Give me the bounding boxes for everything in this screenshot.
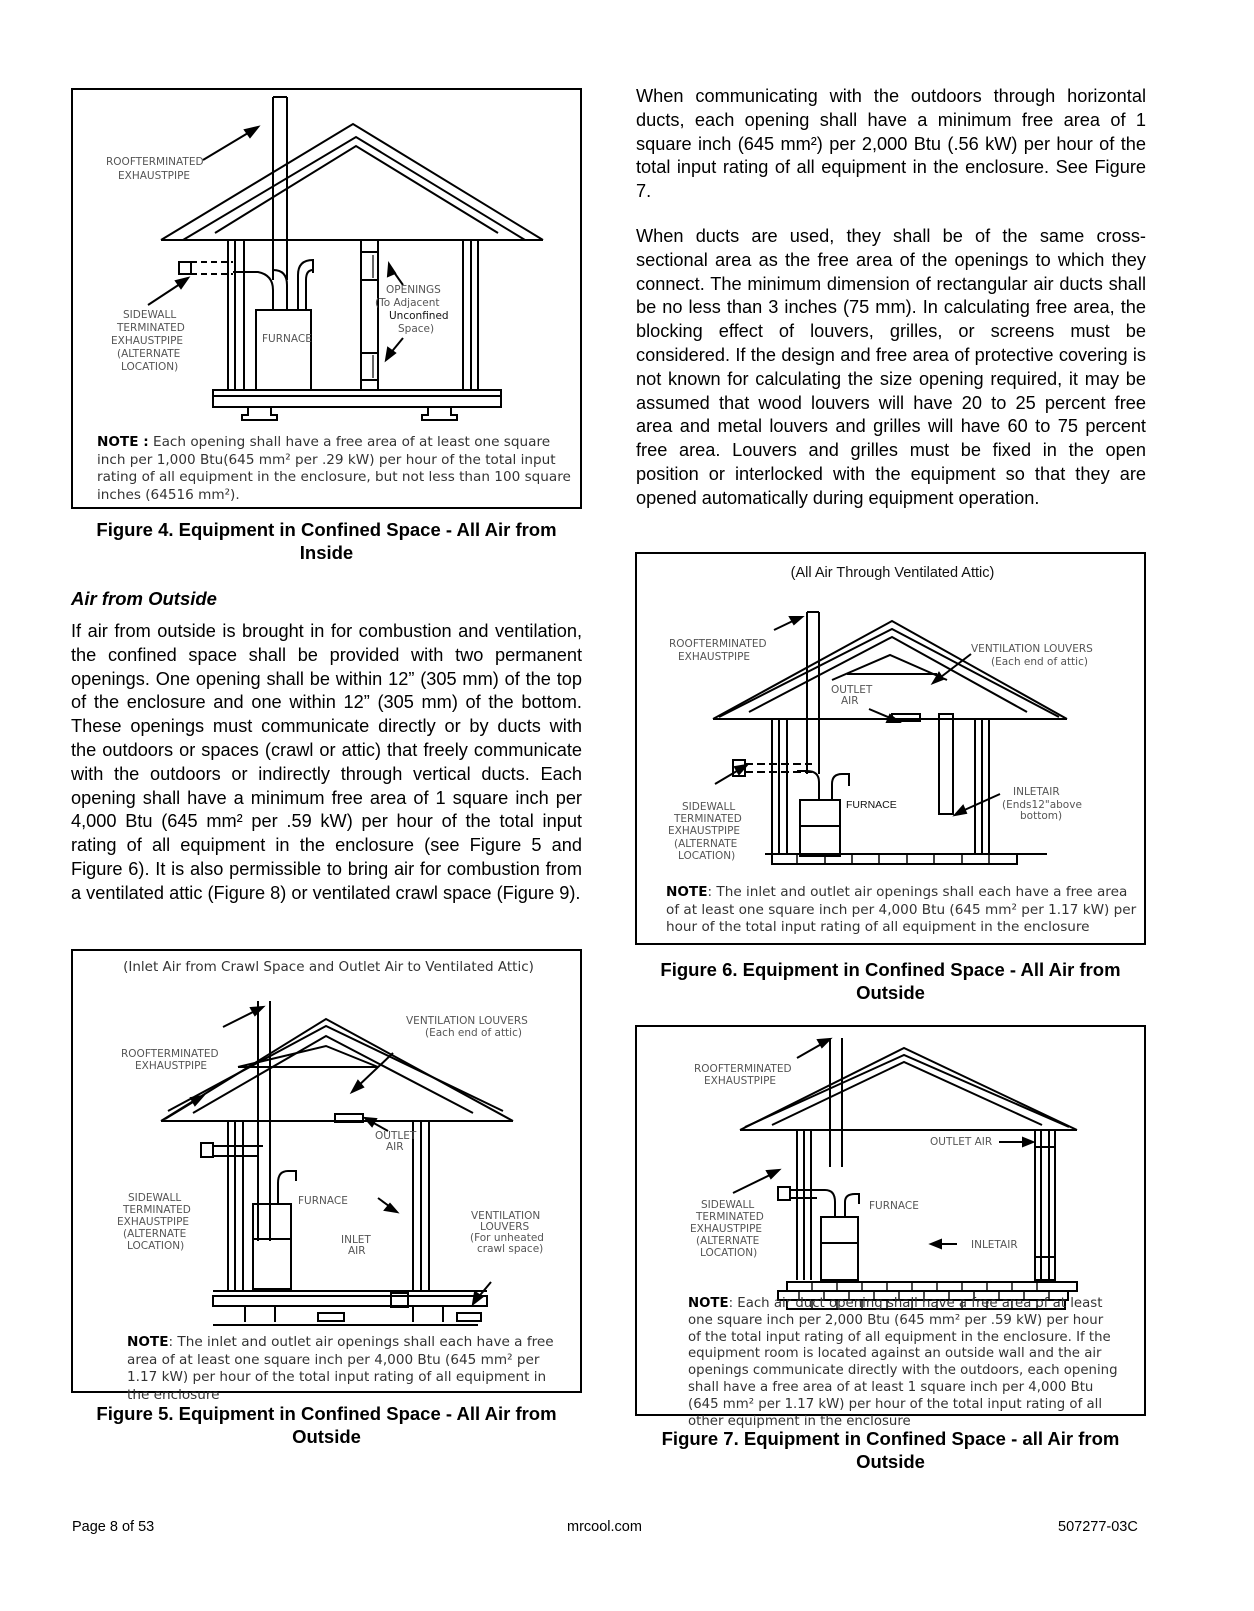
inlet-air-label: INLET bbox=[341, 1234, 371, 1246]
figure-7-caption-line2: Outside bbox=[856, 1451, 925, 1472]
inlet-air-label-2: AIR bbox=[348, 1245, 366, 1257]
sidewall-label-5: LOCATION) bbox=[678, 850, 736, 862]
note-text: : The inlet and outlet air openings shall each have a free area of at least one square inch per 4,000 Btu (645 mm² per 1.17 kW) per hour of the total input rating of all equipment in the enclosure bbox=[666, 884, 1137, 935]
figure-6-note bbox=[666, 884, 1141, 937]
sidewall-label-2: TERMINATED bbox=[117, 322, 185, 334]
inlet-air-label: INLETAIR bbox=[1013, 786, 1060, 798]
note-text: : The inlet and outlet air openings shall each have a free area of at least one square inch per 4,000 Btu (645 mm² per 1.17 kW) per hour of the total input rating of all equipment in the enclosure bbox=[127, 1334, 554, 1403]
sidewall-label-2: TERMINATED bbox=[123, 1204, 191, 1216]
sidewall-label-1: SIDEWALL bbox=[701, 1199, 755, 1211]
figure-4-note bbox=[97, 434, 572, 504]
sidewall-label-5: LOCATION) bbox=[121, 361, 179, 373]
figure-6-caption-line1: Figure 6. Equipment in Confined Space - All Air from bbox=[660, 959, 1121, 980]
openings-label-4: Space) bbox=[398, 323, 435, 335]
vent-louvers-label: VENTILATION LOUVERS bbox=[971, 643, 1093, 655]
roof-exhaust-label-2: EXHAUSTPIPE bbox=[678, 651, 751, 663]
figure-6-subtitle: (All Air Through Ventilated Attic) bbox=[790, 565, 995, 581]
furnace-label: FURNACE bbox=[298, 1195, 348, 1207]
roof-exhaust-label-2: EXHAUSTPIPE bbox=[704, 1075, 777, 1087]
figure-7-caption bbox=[635, 1427, 1146, 1473]
figure-5-box bbox=[71, 949, 582, 1403]
footer-page-number: Page 8 of 53 bbox=[72, 1519, 155, 1535]
roof-exhaust-label: ROOFTERMINATED bbox=[694, 1063, 792, 1075]
outlet-air-label: OUTLET bbox=[375, 1130, 417, 1142]
roof-exhaust-label-2: EXHAUSTPIPE bbox=[135, 1060, 208, 1072]
inlet-air-label-2: (Ends12"above bbox=[1002, 799, 1082, 811]
figure-7-note bbox=[688, 1296, 1118, 1430]
vent-louvers-label-2: (Each end of attic) bbox=[425, 1027, 522, 1039]
furnace-label: FURNACE bbox=[869, 1200, 919, 1212]
roof-exhaust-label: ROOFTERMINATED bbox=[669, 638, 767, 650]
crawl-louvers-label-4: crawl space) bbox=[477, 1243, 544, 1255]
figure-5-caption bbox=[71, 1402, 582, 1448]
roof-exhaust-label-2: EXHAUSTPIPE bbox=[118, 170, 191, 182]
figure-6-caption-line2: Outside bbox=[856, 982, 925, 1003]
sidewall-label-3: EXHAUSTPIPE bbox=[111, 335, 184, 347]
openings-label-1: OPENINGS bbox=[386, 284, 441, 296]
roof-exhaust-label: ROOFTERMINATED bbox=[121, 1048, 219, 1060]
footer-website: mrcool.com bbox=[567, 1519, 642, 1535]
outlet-air-label: OUTLET AIR bbox=[930, 1136, 993, 1148]
openings-label-3: Unconfined bbox=[389, 310, 449, 322]
figure-4-caption bbox=[71, 518, 582, 564]
sidewall-label-3: EXHAUSTPIPE bbox=[117, 1216, 190, 1228]
outlet-air-label-2: AIR bbox=[386, 1141, 404, 1153]
note-text: Each opening shall have a free area of at least one square inch per 1,000 Btu(645 mm² per .29 kW) per hour of the total input rating of all equipment in the enclosure, but not less than 100 square inches (64516 mm²). bbox=[97, 434, 571, 503]
sidewall-label-4: (ALTERNATE bbox=[674, 838, 738, 850]
figure-5-subtitle: (Inlet Air from Crawl Space and Outlet Air to Ventilated Attic) bbox=[123, 959, 534, 975]
sidewall-label-1: SIDEWALL bbox=[123, 309, 177, 321]
figure-5-caption-line1: Figure 5. Equipment in Confined Space - All Air from bbox=[96, 1403, 557, 1424]
note-label: NOTE bbox=[666, 884, 708, 900]
inlet-air-label: INLETAIR bbox=[971, 1239, 1018, 1251]
openings-label-2: (To Adjacent bbox=[375, 297, 440, 309]
section-heading-air-from-outside: Air from Outside bbox=[71, 588, 217, 609]
figure-4-box bbox=[71, 88, 582, 509]
figure-6-box bbox=[635, 552, 1146, 945]
sidewall-label-1: SIDEWALL bbox=[682, 801, 736, 813]
furnace-label: FURNACE bbox=[262, 333, 312, 345]
vent-louvers-label-2: (Each end of attic) bbox=[991, 656, 1088, 668]
crawl-louvers-label-3: (For unheated bbox=[470, 1232, 544, 1244]
crawl-louvers-label: VENTILATION bbox=[471, 1210, 541, 1222]
note-label: NOTE bbox=[688, 1296, 729, 1311]
roof-exhaust-label: ROOFTERMINATED bbox=[106, 156, 204, 168]
figure-5-diagram bbox=[73, 951, 584, 1395]
crawl-louvers-label-2: LOUVERS bbox=[480, 1221, 530, 1233]
sidewall-label-4: (ALTERNATE bbox=[117, 348, 181, 360]
figure-4-caption-line1: Figure 4. Equipment in Confined Space - All Air from bbox=[96, 519, 557, 540]
sidewall-label-5: LOCATION) bbox=[700, 1247, 758, 1259]
figure-7-box bbox=[635, 1025, 1146, 1429]
sidewall-label-3: EXHAUSTPIPE bbox=[690, 1223, 763, 1235]
figure-6-caption bbox=[635, 958, 1146, 1004]
outlet-air-label-2: AIR bbox=[841, 695, 859, 707]
figure-4-caption-line2: Inside bbox=[299, 542, 354, 563]
note-label: NOTE bbox=[127, 1334, 169, 1350]
sidewall-label-1: SIDEWALL bbox=[128, 1192, 182, 1204]
figure-5-caption-line2: Outside bbox=[292, 1426, 361, 1447]
sidewall-label-2: TERMINATED bbox=[674, 813, 742, 825]
air-from-outside-paragraph: If air from outside is brought in for combustion and ventilation, the confined space shall be provided with two permanent openings. One opening shall be within 12” (305 mm) of the top of the enclosure and one within 12” (305 mm) of the bottom. These openings must communicate directly or by ducts with the outdoors or spaces (crawl or attic) that freely communicate with the outdoors or indirectly through vertical ducts. Each opening shall have a minimum free area of 1 square inch per 4,000 Btu (645 mm² per .59 kW) per hour of the total input rating of all equipment in the enclosure (see Figure 5 and Figure 6). It is also permissible to bring air for combustion from a ventilated attic (Figure 8) or ventilated crawl space (Figure 9). bbox=[71, 621, 582, 903]
note-text: : Each air duct opening shall have a free area of at least one square inch per 2,000 Btu (645 mm² per .59 kW) per hour of the total input rating of all equipment in the enclosure. If the equipment room is located against an outside wall and the air openings communicate directly with the outdoors, each opening shall have a free area of at least 1 square inch per 4,000 Btu (645 mm² per 1.17 kW) per hour of the total input rating of all other equipment in the enclosure bbox=[688, 1296, 1118, 1429]
figure-7-caption-line1: Figure 7. Equipment in Confined Space - all Air from bbox=[661, 1428, 1120, 1449]
ducts-used-paragraph: When ducts are used, they shall be of the same cross-sectional area as the free area of the openings to which they connect. The minimum dimension of rectangular air ducts shall be no less than 3 inches (75 mm). In calculating free area, the blocking effect of louvers, grilles, or screens must be considered. If the design and free area of protective covering is not known for calculating the size opening required, it may be assumed that wood louvers will have 20 to 25 percent free area and metal louvers and grilles will have 60 to 75 percent free area. Louvers and grilles must be fixed in the open position or interlocked with the equipment so that they are opened automatically during equipment operation. bbox=[636, 226, 1146, 508]
sidewall-label-5: LOCATION) bbox=[127, 1240, 185, 1252]
figure-5-note bbox=[127, 1334, 567, 1404]
sidewall-label-2: TERMINATED bbox=[696, 1211, 764, 1223]
note-label: NOTE : bbox=[97, 434, 149, 450]
inlet-air-label-3: bottom) bbox=[1020, 810, 1063, 822]
sidewall-label-4: (ALTERNATE bbox=[123, 1228, 187, 1240]
sidewall-label-4: (ALTERNATE bbox=[696, 1235, 760, 1247]
sidewall-label-3: EXHAUSTPIPE bbox=[668, 825, 741, 837]
footer-doc-number: 507277-03C bbox=[1058, 1519, 1138, 1535]
horizontal-ducts-paragraph: When communicating with the outdoors through horizontal ducts, each opening shall have a minimum free area of 1 square inch (645 mm²) per 2,000 Btu (.56 kW) per hour of the total input rating of all equipment in the enclosure. See Figure 7. bbox=[636, 86, 1146, 202]
vent-louvers-label: VENTILATION LOUVERS bbox=[406, 1015, 528, 1027]
furnace-label: FURNACE bbox=[846, 799, 897, 811]
outlet-air-label: OUTLET bbox=[831, 684, 873, 696]
